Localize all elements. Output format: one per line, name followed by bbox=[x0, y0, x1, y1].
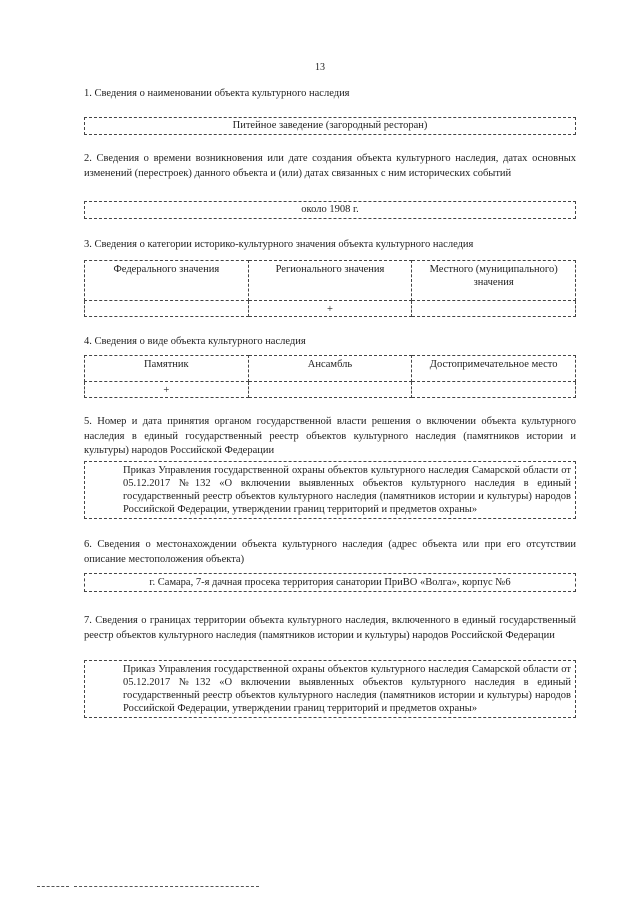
table-header-row bbox=[85, 356, 576, 382]
section-5-heading: 5. Номер и дата принятия органом государственной власти решения о включении объекта культурного наследия в единый государственный реестр объектов культурного наследия (памятников истории и культуры) народов Российской Федерации bbox=[84, 416, 576, 456]
table-header-cell: Местного (муниципального) значения bbox=[412, 261, 576, 301]
table-header-cell: Достопримечательное место bbox=[412, 356, 576, 382]
section-4-table bbox=[84, 355, 576, 398]
section-6-heading: 6. Сведения о местонахождении объекта культурного наследия (адрес объекта или при его отсутствии описание местоположения объекта) bbox=[84, 539, 576, 565]
section-3-table bbox=[84, 260, 576, 317]
page-number: 13 bbox=[315, 62, 325, 73]
section-7-value-text: Приказ Управления государственной охраны объектов культурного наследия Самарской области от 05.12.2017 №132 «О включении выявленных объектов культурного наследия в единый государственный реестр объектов культурного наследия (памятников истории и культуры) народов Российской Федерации, утверждении границ территорий и предметов охраны» bbox=[123, 664, 571, 714]
table-cell bbox=[412, 301, 576, 317]
table-row bbox=[85, 301, 576, 317]
footer-rule bbox=[74, 886, 259, 887]
section-7-value bbox=[84, 660, 576, 718]
table-header-cell: Ансамбль bbox=[248, 356, 412, 382]
table-cell bbox=[85, 301, 249, 317]
section-5-value-text: Приказ Управления государственной охраны объектов культурного наследия Самарской области от 05.12.2017 №132 «О включении выявленных объектов культурного наследия в единый государственный реестр объектов культурного наследия (памятников истории и культуры) народов Российской Федерации, утверждении границ территорий и предметов охраны» bbox=[123, 465, 571, 515]
section-4-heading: 4. Сведения о виде объекта культурного наследия bbox=[84, 336, 306, 347]
table-cell bbox=[248, 382, 412, 398]
section-1-value: Питейное заведение (загородный ресторан) bbox=[84, 117, 576, 135]
footer-rule bbox=[37, 886, 69, 887]
table-cell: + bbox=[85, 382, 249, 398]
section-1-heading: 1. Сведения о наименовании объекта культурного наследия bbox=[84, 88, 350, 99]
section-2-value: около 1908 г. bbox=[84, 201, 576, 219]
section-2-heading: 2. Сведения о времени возникновения или дате создания объекта культурного наследия, датах основных изменений (перестроек) данного объекта и (или) датах связанных с ним исторических событий bbox=[84, 153, 576, 179]
section-7-heading: 7. Сведения о границах территории объекта культурного наследия, включенного в единый государственный реестр объектов культурного наследия (памятников истории и культуры) народов Российской Федерации bbox=[84, 615, 576, 641]
table-header-cell: Регионального значения bbox=[248, 261, 412, 301]
table-row bbox=[85, 382, 576, 398]
section-6-value: г. Самара, 7-я дачная просека территория санатории ПриВО «Волга», корпус №6 bbox=[84, 573, 576, 592]
table-header-cell: Памятник bbox=[85, 356, 249, 382]
table-cell: + bbox=[248, 301, 412, 317]
table-header-row bbox=[85, 261, 576, 301]
table-header-cell: Федерального значения bbox=[85, 261, 249, 301]
table-cell bbox=[412, 382, 576, 398]
section-3-heading: 3. Сведения о категории историко-культурного значения объекта культурного наследия bbox=[84, 239, 474, 250]
section-5-value bbox=[84, 461, 576, 519]
